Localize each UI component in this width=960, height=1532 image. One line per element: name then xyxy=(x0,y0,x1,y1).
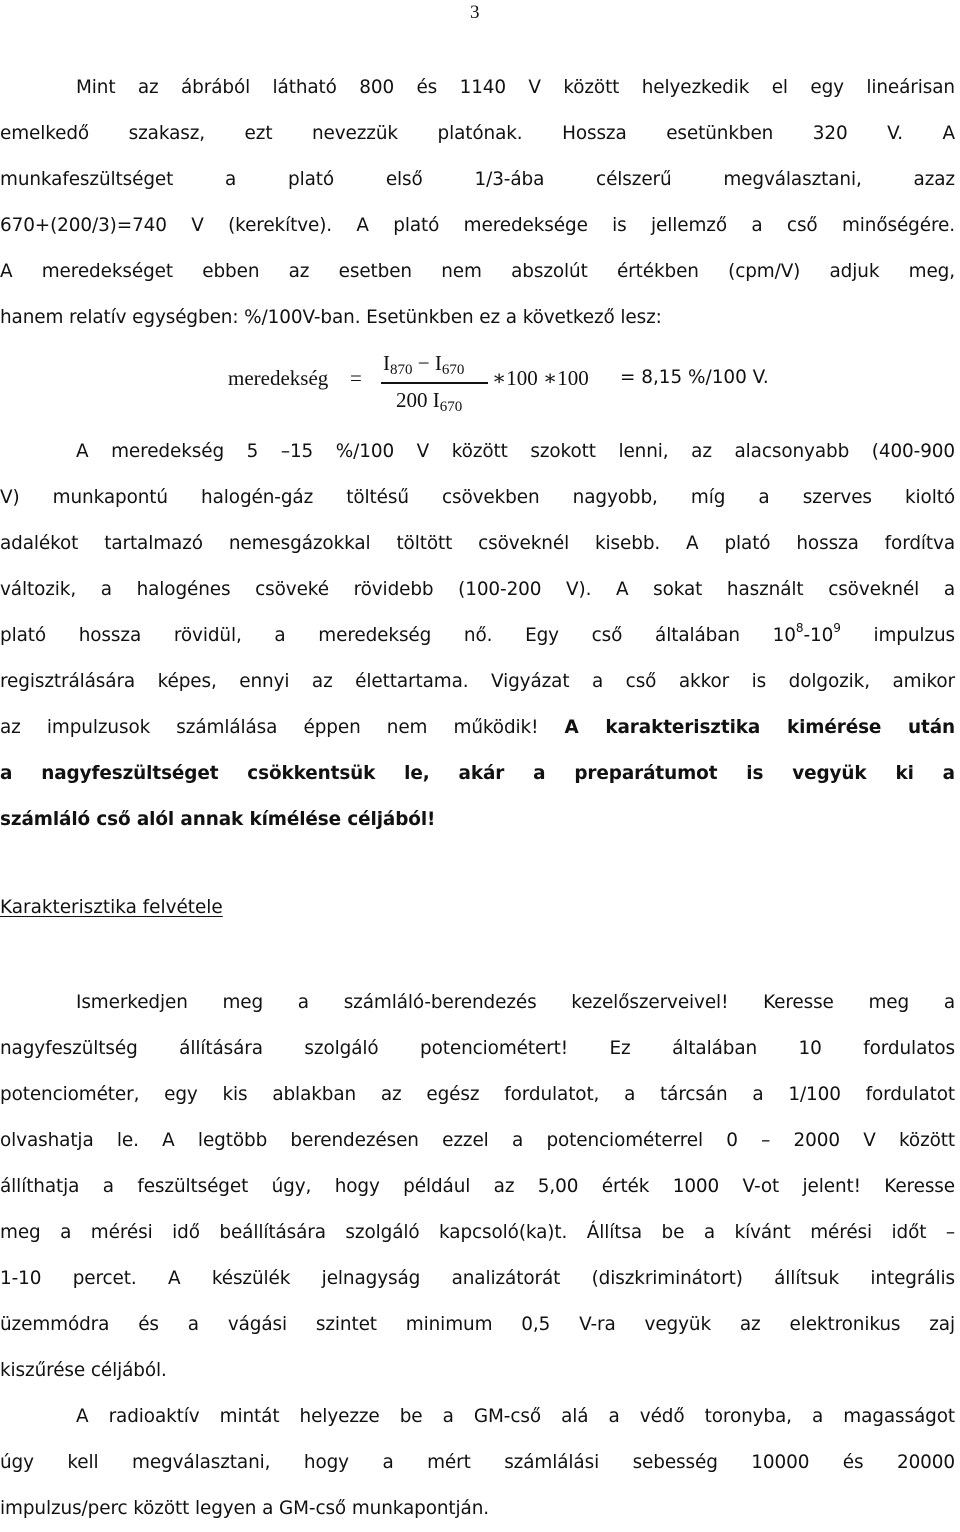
text-line: hanem relatív egységben: %/100V-ban. Esetünkben ez a következő lesz: xyxy=(0,307,662,328)
formula-numerator: I870 − I670 xyxy=(383,351,465,378)
text-line: impulzus/perc között legyen a GM-cső munkapontján. xyxy=(0,1498,490,1519)
text-line: olvashatja le. A legtöbb berendezésen ezzel a potenciométerrel 0 – 2000 V között xyxy=(0,1130,955,1151)
text-line: A meredekség 5 –15 %/100 V között szokott lenni, az alacsonyabb (400-900 xyxy=(76,441,955,462)
text-line: úgy kell megválasztani, hogy a mért számlálási sebesség 10000 és 20000 xyxy=(0,1452,955,1473)
formula-multiplier: ∗100 ∗100 xyxy=(492,366,589,390)
paragraph-sample xyxy=(0,1394,955,1532)
section-heading: Karakterisztika felvétele xyxy=(0,897,223,918)
formula-lhs: meredekség xyxy=(228,366,329,390)
formula-equals: = xyxy=(350,366,362,390)
text-line: változik, a halogénes csöveké rövidebb (100-200 V). A sokat használt csöveknél a xyxy=(0,579,955,600)
text-line: emelkedő szakasz, ezt nevezzük platónak. Hossza esetünkben 320 V. A xyxy=(0,123,955,144)
text-line xyxy=(0,751,955,797)
slope-formula xyxy=(228,346,848,426)
text-line: meg a mérési idő beállítására szolgáló kapcsoló(ka)t. Állítsa be a kívánt mérési időt – xyxy=(0,1222,955,1243)
formula-denominator: 200 I670 xyxy=(396,388,463,415)
text-line: állíthatja a feszültséget úgy, hogy például az 5,00 érték 1000 V-ot jelent! Keresse xyxy=(0,1176,955,1197)
fraction-bar xyxy=(381,382,488,384)
text-line: A meredekséget ebben az esetben nem abszolút értékben (cpm/V) adjuk meg, xyxy=(0,261,955,282)
text-line: kiszűrése céljából. xyxy=(0,1360,167,1381)
text-line: üzemmódra és a vágási szintet minimum 0,5 V-ra vegyük az elektronikus zaj xyxy=(0,1314,955,1335)
text-line xyxy=(0,797,955,843)
page-number: 3 xyxy=(470,2,480,23)
warning-bold: A karakterisztika kimérése után xyxy=(564,717,955,738)
text-line: plató hossza rövidül, a meredekség nő. Egy cső általában $10^8-10^9$ impulzus xyxy=(0,621,955,646)
text-line: adalékot tartalmazó nemesgázokkal töltött csöveknél kisebb. A plató hossza fordítva xyxy=(0,533,955,554)
paragraph-instructions xyxy=(0,980,955,1394)
text-line: nagyfeszültség állítására szolgáló potenciométert! Ez általában 10 fordulatos xyxy=(0,1038,955,1059)
formula-result: = 8,15 %/100 V. xyxy=(620,367,769,388)
paragraph-plateau xyxy=(0,65,955,341)
paragraph-slope-info xyxy=(0,429,955,843)
text-line: V) munkapontú halogén-gáz töltésű csövekben nagyobb, míg a szerves kioltó xyxy=(0,487,955,508)
text-line: az impulzusok számlálása éppen nem működik! A karakterisztika kimérése után xyxy=(0,717,955,738)
text-line: Mint az ábrából látható 800 és 1140 V között helyezkedik el egy lineárisan xyxy=(76,77,955,98)
text-line: regisztrálására képes, ennyi az élettartama. Vigyázat a cső akkor is dolgozik, amikor xyxy=(0,671,955,692)
text-line: A radioaktív mintát helyezze be a GM-cső alá a védő toronyba, a magasságot xyxy=(76,1406,955,1427)
text-line: 1-10 percet. A készülék jelnagyság analizátorát (diszkriminátort) állítsuk integrális xyxy=(0,1268,955,1289)
warning-bold: a nagyfeszültséget csökkentsük le, akár a preparátumot is vegyük ki a xyxy=(0,763,955,784)
text-line: Ismerkedjen meg a számláló-berendezés kezelőszerveivel! Keresse meg a xyxy=(76,992,955,1013)
text-line: munkafeszültséget a plató első 1/3-ába célszerű megválasztani, azaz xyxy=(0,169,955,190)
text-line: 670+(200/3)=740 V (kerekítve). A plató meredeksége is jellemző a cső minőségére. xyxy=(0,215,955,236)
warning-bold: számláló cső alól annak kímélése céljából! xyxy=(0,809,436,830)
text-line: potenciométer, egy kis ablakban az egész fordulatot, a tárcsán a 1/100 fordulatot xyxy=(0,1084,955,1105)
